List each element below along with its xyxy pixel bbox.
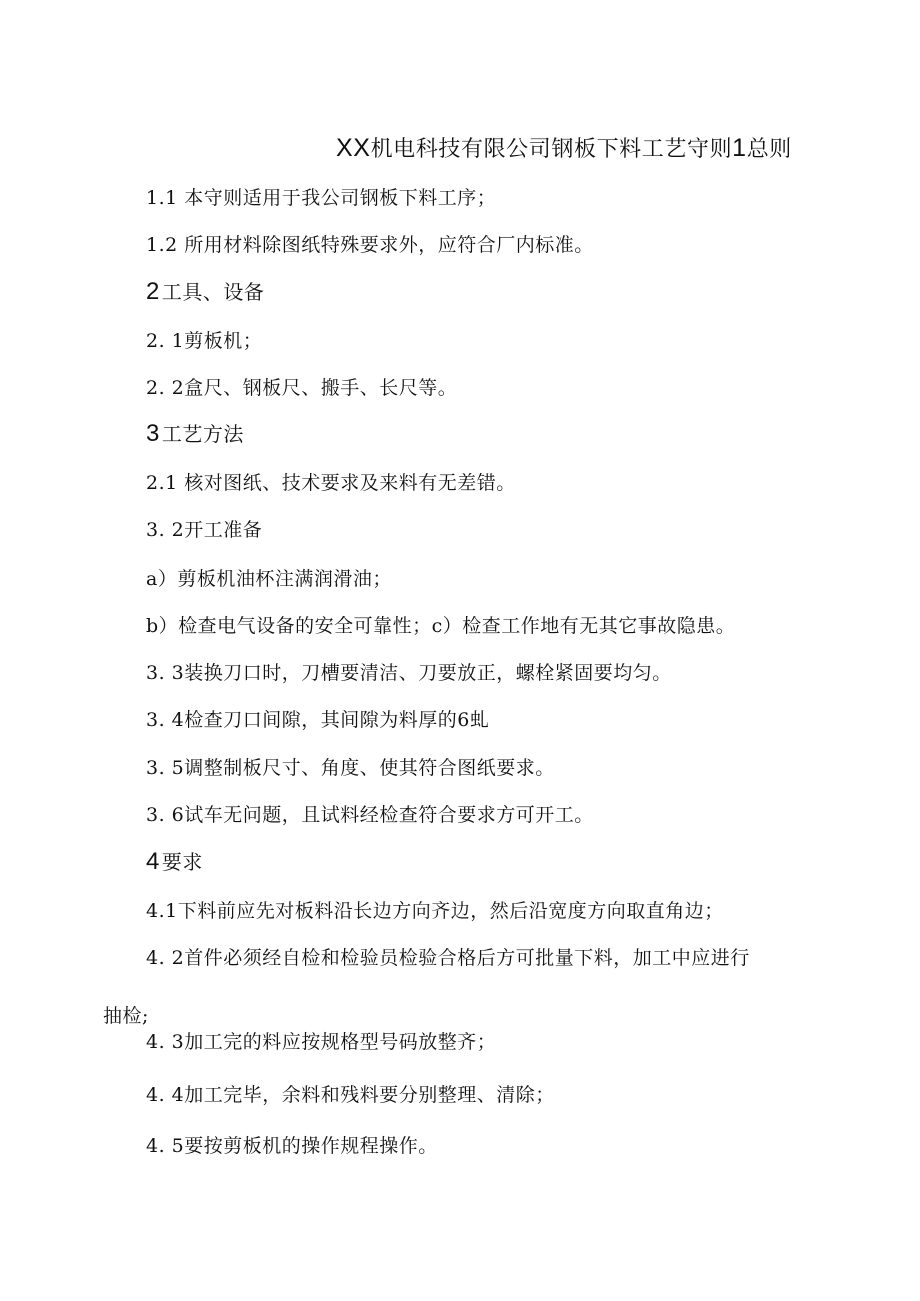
section-heading-3: [146, 422, 244, 446]
clause-3-3: 3. 3装换刀口时，刀槽要清洁、刀要放正，螺栓紧固要均匀。: [146, 662, 672, 684]
section-heading-4: [146, 850, 203, 874]
section-title: 工具、设备: [161, 280, 265, 304]
clause-3-5: 3. 5调整制板尺寸、角度、使其符合图纸要求。: [146, 757, 555, 779]
clause-2-2: 2. 2盒尺、钢板尺、搬手、长尺等。: [146, 377, 458, 399]
section-number: 4: [146, 848, 160, 875]
title-section-number: 1: [732, 134, 747, 162]
document-title: [336, 136, 792, 162]
clause-3-1: 2.1 核对图纸、技术要求及来料有无差错。: [146, 472, 516, 494]
clause-3-6: 3. 6试车无问题，且试料经检查符合要求方可开工。: [146, 804, 594, 826]
clause-4-3: 4. 3加工完的料应按规格型号码放整齐；: [146, 1031, 497, 1053]
section-title: 要求: [161, 850, 203, 874]
clause-3-2-a: a）剪板机油杯注满润滑油；: [146, 568, 392, 590]
clause-1-1: 1.1 本守则适用于我公司钢板下料工序；: [146, 187, 497, 209]
title-main: 机电科技有限公司钢板下料工艺守则: [370, 137, 733, 162]
title-prefix: XX: [336, 134, 371, 162]
section-heading-2: [146, 280, 264, 304]
clause-4-5: 4. 5要按剪板机的操作规程操作。: [146, 1135, 438, 1157]
clause-3-4: 3. 4检查刀口间隙，其间隙为料厚的6虬: [146, 709, 490, 731]
section-title: 工艺方法: [161, 422, 244, 446]
clause-3-2-b-c: b）检查电气设备的安全可靠性；c）检查工作地有无其它事故隐患。: [146, 615, 736, 637]
clause-4-4: 4. 4加工完毕，余料和残料要分别整理、清除；: [146, 1084, 555, 1106]
clause-4-2: 4. 2首件必须经自检和检验员检验合格后方可批量下料，加工中应进行: [146, 947, 750, 969]
clause-4-1: 4.1下料前应先对板料沿长边方向齐边，然后沿宽度方向取直角边；: [146, 900, 724, 922]
clause-4-2-continuation: 抽检;: [103, 1005, 149, 1027]
clause-2-1: 2. 1剪板机；: [146, 330, 263, 352]
clause-1-2: 1.2 所用材料除图纸特殊要求外，应符合厂内标准。: [146, 234, 594, 256]
section-number: 2: [146, 278, 160, 305]
section-number: 3: [146, 420, 160, 447]
clause-3-2: 3. 2开工准备: [146, 519, 263, 541]
title-section-name: 总则: [746, 137, 792, 162]
